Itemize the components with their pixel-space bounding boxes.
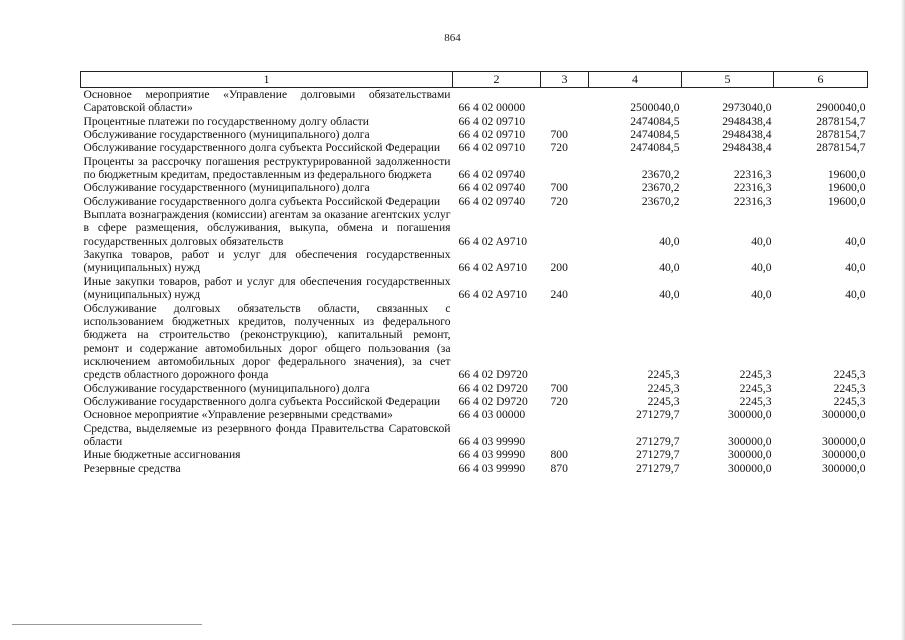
row-code: 66 4 02 D9720 bbox=[458, 381, 528, 395]
row-value-year1: 23670,2 bbox=[641, 181, 680, 195]
row-value-year1: 2474084,5 bbox=[630, 114, 680, 128]
row-value-year2: 300000,0 bbox=[728, 448, 772, 462]
table-row bbox=[81, 88, 868, 115]
row-name: Обслуживание государственного (муниципального) долга bbox=[83, 181, 370, 195]
table-row bbox=[81, 208, 868, 248]
row-value-year3: 2878154,7 bbox=[816, 114, 866, 128]
row-code: 66 4 02 09710 bbox=[458, 141, 526, 155]
table-row bbox=[81, 195, 868, 208]
row-value-year2: 2948438,4 bbox=[722, 114, 772, 128]
row-value-year3: 300000,0 bbox=[822, 434, 866, 448]
row-value-year3: 19600,0 bbox=[827, 168, 866, 182]
row-name: Резервные средства bbox=[83, 461, 181, 475]
row-code: 66 4 02 A9710 bbox=[458, 234, 528, 248]
row-expense-type: 870 bbox=[550, 461, 568, 475]
row-expense-type: 800 bbox=[550, 448, 568, 462]
row-code: 66 4 03 99990 bbox=[458, 461, 526, 475]
row-value-year2: 40,0 bbox=[751, 234, 772, 248]
row-name: Обслуживание государственного (муниципального) долга bbox=[83, 381, 370, 395]
row-name: Обслуживание долговых обязательств области, связанных с использованием бюджетных кредитов, полученных из федерального бюджета на строительство (реконструкцию), капитальный ремонт, ремонт и содержание автомобильных дорог общего пользования (за исключением автомобильных дорог федерального значения), за счет средств областного дорожного фонда bbox=[83, 301, 451, 382]
row-name: Процентные платежи по государственному долгу области bbox=[83, 114, 369, 128]
table-row bbox=[81, 155, 868, 182]
table-row bbox=[81, 382, 868, 395]
row-code: 66 4 02 09740 bbox=[458, 181, 526, 195]
row-name: Обслуживание государственного долга субъекта Российской Федерации bbox=[83, 194, 441, 208]
row-value-year2: 2973040,0 bbox=[722, 101, 772, 115]
row-value-year3: 300000,0 bbox=[822, 408, 866, 422]
row-code: 66 4 03 99990 bbox=[458, 434, 526, 448]
header-col-3: 3 bbox=[541, 72, 589, 88]
table-row bbox=[81, 422, 868, 449]
row-value-year2: 40,0 bbox=[751, 288, 772, 302]
scan-edge-shadow bbox=[901, 0, 905, 640]
row-code: 66 4 02 D9720 bbox=[458, 368, 528, 382]
row-value-year2: 22316,3 bbox=[733, 181, 772, 195]
row-code: 66 4 02 00000 bbox=[458, 101, 526, 115]
table-header bbox=[81, 72, 868, 88]
row-expense-type: 700 bbox=[550, 381, 568, 395]
table-row bbox=[81, 302, 868, 382]
table-row bbox=[81, 115, 868, 128]
row-value-year3: 40,0 bbox=[845, 288, 866, 302]
table-row bbox=[81, 448, 868, 461]
row-expense-type bbox=[541, 208, 589, 248]
table-row bbox=[81, 181, 868, 194]
row-value-year1: 271279,7 bbox=[636, 448, 680, 462]
row-expense-type: 700 bbox=[550, 181, 568, 195]
row-value-year2: 40,0 bbox=[751, 261, 772, 275]
row-expense-type bbox=[541, 302, 589, 382]
row-expense-type: 700 bbox=[550, 128, 568, 142]
header-col-2: 2 bbox=[453, 72, 541, 88]
row-code: 66 4 02 09710 bbox=[458, 114, 526, 128]
row-code: 66 4 02 A9710 bbox=[458, 261, 528, 275]
row-name: Иные закупки товаров, работ и услуг для обеспечения государственных (муниципальных) нужд bbox=[83, 274, 451, 302]
row-value-year3: 300000,0 bbox=[822, 448, 866, 462]
row-value-year1: 2245,3 bbox=[647, 381, 680, 395]
row-value-year1: 2500040,0 bbox=[630, 101, 680, 115]
table-row bbox=[81, 395, 868, 408]
row-expense-type bbox=[541, 115, 589, 128]
header-col-5: 5 bbox=[682, 72, 774, 88]
row-value-year1: 2474084,5 bbox=[630, 141, 680, 155]
row-name: Закупка товаров, работ и услуг для обеспечения государственных (муниципальных) нужд bbox=[83, 248, 451, 275]
row-code: 66 4 02 A9710 bbox=[458, 288, 528, 302]
table-row bbox=[81, 141, 868, 154]
table-row bbox=[81, 248, 868, 275]
row-value-year2: 22316,3 bbox=[733, 194, 772, 208]
row-value-year3: 2878154,7 bbox=[816, 128, 866, 142]
row-value-year2: 2245,3 bbox=[739, 394, 772, 408]
row-code: 66 4 02 D9720 bbox=[458, 394, 528, 408]
row-name: Основное мероприятие «Управление долговыми обязательствами Саратовской области» bbox=[83, 88, 451, 115]
row-value-year2: 2245,3 bbox=[739, 368, 772, 382]
row-code: 66 4 03 99990 bbox=[458, 448, 526, 462]
table-row bbox=[81, 408, 868, 421]
row-value-year2: 300000,0 bbox=[728, 461, 772, 475]
row-value-year3: 2900040,0 bbox=[816, 101, 866, 115]
row-value-year3: 2245,3 bbox=[833, 394, 866, 408]
header-col-1: 1 bbox=[81, 72, 453, 88]
row-value-year3: 2245,3 bbox=[833, 368, 866, 382]
row-value-year1: 40,0 bbox=[659, 261, 680, 275]
row-value-year1: 40,0 bbox=[659, 234, 680, 248]
row-code: 66 4 02 09740 bbox=[458, 168, 526, 182]
row-value-year2: 2245,3 bbox=[739, 381, 772, 395]
row-value-year1: 2245,3 bbox=[647, 394, 680, 408]
row-value-year2: 300000,0 bbox=[728, 434, 772, 448]
table-row bbox=[81, 128, 868, 141]
row-value-year3: 300000,0 bbox=[822, 461, 866, 475]
row-code: 66 4 03 00000 bbox=[458, 408, 526, 422]
row-value-year1: 2474084,5 bbox=[630, 128, 680, 142]
row-expense-type bbox=[541, 408, 589, 421]
row-value-year1: 271279,7 bbox=[636, 461, 680, 475]
row-value-year1: 23670,2 bbox=[641, 168, 680, 182]
row-value-year2: 22316,3 bbox=[733, 168, 772, 182]
row-expense-type: 720 bbox=[550, 394, 568, 408]
row-value-year2: 2948438,4 bbox=[722, 141, 772, 155]
row-expense-type bbox=[541, 422, 589, 449]
row-expense-type: 720 bbox=[550, 141, 568, 155]
header-col-4: 4 bbox=[589, 72, 682, 88]
row-expense-type: 240 bbox=[550, 288, 568, 302]
budget-table bbox=[80, 71, 868, 475]
row-value-year1: 40,0 bbox=[659, 288, 680, 302]
row-name: Проценты за рассрочку погашения реструктурированной задолженности по бюджетным кредитам, предоставленным из федерального бюджета bbox=[83, 154, 451, 182]
row-name: Иные бюджетные ассигнования bbox=[83, 448, 241, 462]
row-value-year3: 2245,3 bbox=[833, 381, 866, 395]
footer-rule bbox=[12, 624, 202, 625]
row-value-year3: 19600,0 bbox=[827, 181, 866, 195]
row-name: Выплата вознаграждения (комиссии) агентам за оказание агентских услуг в сфере размещения, обслуживания, выкупа, обмена и погашения государственных долговых обязательств bbox=[83, 208, 451, 248]
table-row bbox=[81, 275, 868, 302]
table-body bbox=[81, 88, 868, 475]
table-row bbox=[81, 462, 868, 475]
row-name: Обслуживание государственного (муниципального) долга bbox=[83, 128, 370, 142]
row-code: 66 4 02 09710 bbox=[458, 128, 526, 142]
row-expense-type bbox=[541, 155, 589, 182]
row-value-year1: 2245,3 bbox=[647, 368, 680, 382]
row-expense-type: 720 bbox=[550, 194, 568, 208]
row-value-year1: 271279,7 bbox=[636, 408, 680, 422]
row-value-year1: 23670,2 bbox=[641, 194, 680, 208]
row-value-year3: 40,0 bbox=[845, 261, 866, 275]
row-value-year3: 2878154,7 bbox=[816, 141, 866, 155]
row-name: Средства, выделяемые из резервного фонда Правительства Саратовской области bbox=[83, 421, 451, 448]
row-name: Обслуживание государственного долга субъекта Российской Федерации bbox=[83, 141, 441, 155]
row-name: Обслуживание государственного долга субъекта Российской Федерации bbox=[83, 394, 441, 408]
row-expense-type bbox=[541, 88, 589, 115]
row-value-year2: 300000,0 bbox=[728, 408, 772, 422]
row-value-year2: 2948438,4 bbox=[722, 128, 772, 142]
row-value-year1: 271279,7 bbox=[636, 434, 680, 448]
row-value-year3: 40,0 bbox=[845, 234, 866, 248]
row-expense-type: 200 bbox=[550, 261, 568, 275]
row-code: 66 4 02 09740 bbox=[458, 194, 526, 208]
row-value-year3: 19600,0 bbox=[827, 194, 866, 208]
row-name: Основное мероприятие «Управление резервными средствами» bbox=[83, 408, 393, 422]
page-number: 864 bbox=[444, 32, 461, 44]
header-col-6: 6 bbox=[774, 72, 868, 88]
